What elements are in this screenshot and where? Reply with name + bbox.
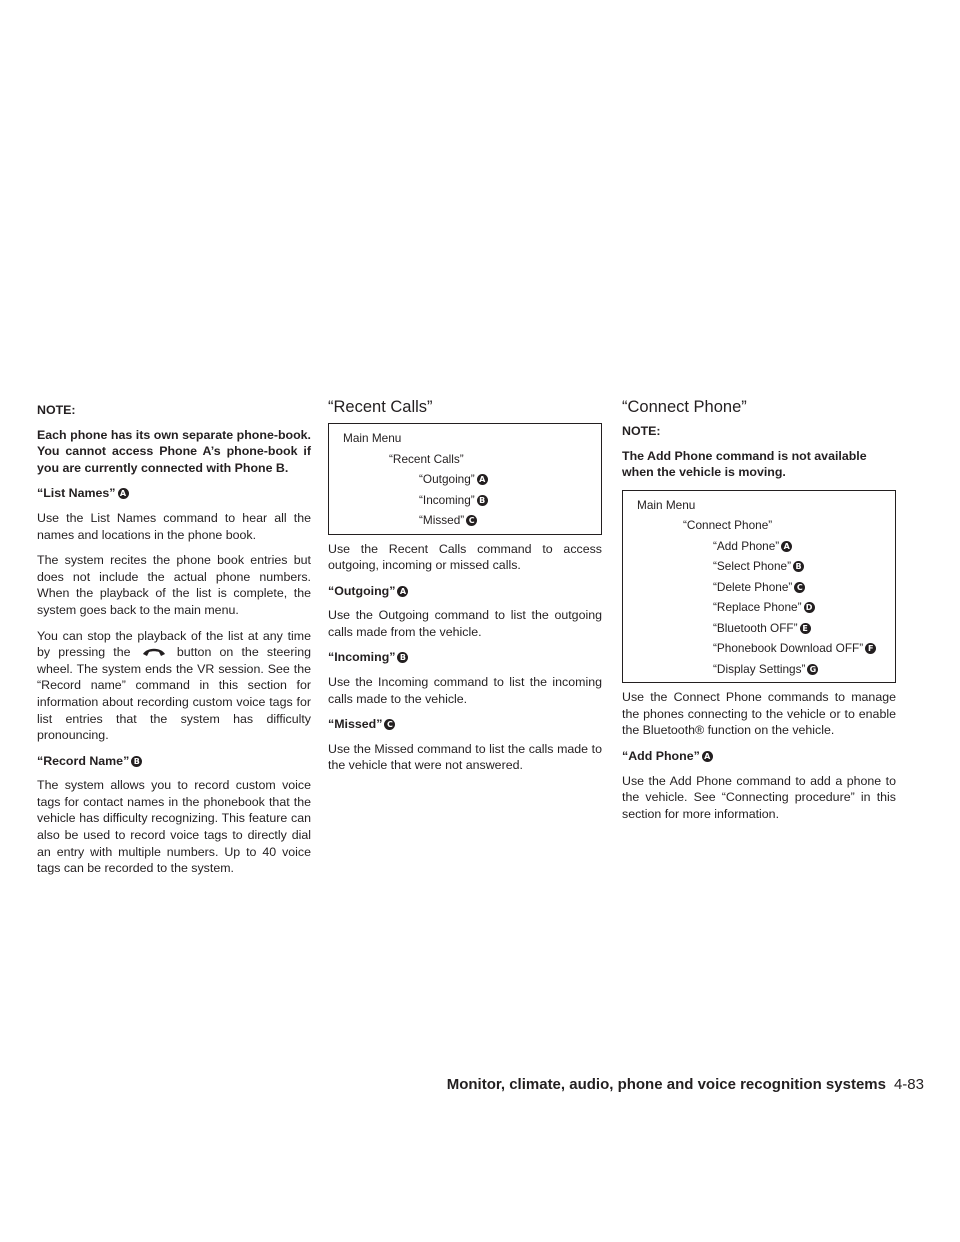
callout-letter: A bbox=[702, 751, 713, 762]
recent-calls-title: “Recent Calls” bbox=[328, 398, 433, 416]
outgoing-heading-text: “Outgoing” bbox=[328, 583, 396, 598]
record-name-heading-text: “Record Name” bbox=[37, 753, 130, 768]
menu-parent: “Connect Phone” bbox=[683, 518, 773, 533]
menu-item bbox=[637, 597, 883, 618]
menu-item-label: “Bluetooth OFF” bbox=[713, 620, 798, 635]
callout-letter: F bbox=[865, 643, 876, 654]
note-text: Each phone has its own separate phone-book. You cannot access Phone A’s phone-book if you are currently connected with Phone B. bbox=[37, 427, 311, 475]
callout-letter: G bbox=[807, 664, 818, 675]
callout-letter: B bbox=[477, 495, 488, 506]
menu-item bbox=[343, 490, 589, 511]
callout-letter: B bbox=[131, 756, 142, 767]
page-number: 4-83 bbox=[893, 1076, 924, 1093]
menu-item bbox=[637, 618, 883, 639]
menu-item bbox=[637, 536, 883, 557]
list-names-heading-text: “List Names” bbox=[37, 486, 116, 501]
record-name-paragraph: The system allows you to record custom voice tags for contact names in the phonebook that the vehicle has difficulty recognizing. This feature can also be used to record voice tags to directly dial an entry with multiple numbers. Up to 40 voice tags can be recorded to the system. bbox=[37, 778, 311, 876]
column-right bbox=[622, 398, 896, 831]
connect-phone-intro: Use the Connect Phone commands to manage the phones connecting to the vehicle or to enable the Bluetooth® function on the vehicle. bbox=[622, 690, 896, 738]
menu-item-label: “Outgoing” bbox=[419, 472, 475, 486]
callout-letter: A bbox=[477, 474, 488, 485]
add-phone-paragraph: Use the Add Phone command to add a phone to the vehicle. See “Connecting procedure” in this section for more information. bbox=[622, 773, 896, 821]
menu-item bbox=[637, 659, 883, 680]
incoming-heading bbox=[328, 649, 602, 666]
menu-item-label: “Replace Phone” bbox=[713, 600, 802, 615]
menu-parent: “Recent Calls” bbox=[389, 451, 464, 466]
menu-item-label: “Delete Phone” bbox=[713, 579, 793, 594]
add-phone-heading-text: “Add Phone” bbox=[622, 749, 700, 764]
connect-phone-title: “Connect Phone” bbox=[622, 398, 747, 416]
callout-letter: C bbox=[466, 515, 477, 526]
callout-letter: B bbox=[793, 561, 804, 572]
note-label: NOTE: bbox=[622, 424, 661, 438]
list-names-paragraph-1: Use the List Names command to hear all the names and locations in the phone book. bbox=[37, 510, 311, 542]
menu-item-label: “Display Settings” bbox=[713, 661, 806, 676]
menu-root: Main Menu bbox=[343, 431, 402, 445]
recent-calls-menu-box bbox=[328, 423, 602, 535]
page-footer bbox=[432, 1075, 924, 1095]
outgoing-paragraph: Use the Outgoing command to list the outgoing calls made from the vehicle. bbox=[328, 608, 602, 639]
menu-item bbox=[637, 638, 883, 659]
callout-letter: D bbox=[804, 602, 815, 613]
record-name-heading bbox=[37, 753, 311, 770]
menu-item-label: “Phonebook Download OFF” bbox=[713, 641, 864, 656]
list-names-paragraph-2: The system recites the phone book entries but does not include the actual phone numbers. When the playback of the list is complete, the system goes back to the main menu. bbox=[37, 553, 311, 617]
column-middle bbox=[328, 398, 602, 783]
callout-letter: A bbox=[397, 586, 408, 597]
callout-letter: E bbox=[800, 623, 811, 634]
missed-paragraph: Use the Missed command to list the calls made to the vehicle that were not answered. bbox=[328, 741, 602, 773]
menu-item-label: “Add Phone” bbox=[713, 538, 780, 553]
callout-letter: C bbox=[794, 582, 805, 593]
callout-letter: B bbox=[397, 652, 408, 663]
stop-text-before: You can stop the playback of the list at any time by pressing the bbox=[37, 628, 311, 660]
phone-hang-up-icon bbox=[141, 646, 167, 658]
menu-item bbox=[343, 510, 589, 531]
callout-letter: C bbox=[384, 719, 395, 730]
outgoing-heading bbox=[328, 583, 602, 600]
list-names-heading bbox=[37, 485, 311, 502]
menu-item-label: “Incoming” bbox=[419, 492, 475, 507]
menu-item-label: “Select Phone” bbox=[713, 559, 792, 574]
menu-item bbox=[343, 469, 589, 490]
stop-text-after: button on the steering wheel. The system ends the VR session. See the “Record name” command in this section for information about recording custom voice tags for list entries that the system has difficulty pronouncing. bbox=[37, 645, 311, 743]
connect-phone-menu-box bbox=[622, 490, 896, 684]
recent-calls-intro: Use the Recent Calls command to access outgoing, incoming or missed calls. bbox=[328, 541, 602, 573]
callout-letter: A bbox=[118, 488, 129, 499]
note-text: The Add Phone command is not available when the vehicle is moving. bbox=[622, 448, 867, 480]
callout-letter: A bbox=[781, 541, 792, 552]
incoming-paragraph: Use the Incoming command to list the incoming calls made to the vehicle. bbox=[328, 675, 602, 706]
missed-heading-text: “Missed” bbox=[328, 717, 383, 732]
incoming-heading-text: “Incoming” bbox=[328, 650, 396, 665]
stop-playback-paragraph bbox=[37, 628, 311, 744]
column-left bbox=[37, 402, 311, 886]
menu-item bbox=[637, 577, 883, 598]
menu-item-label: “Missed” bbox=[419, 513, 465, 527]
menu-root: Main Menu bbox=[637, 497, 696, 512]
missed-heading bbox=[328, 716, 602, 733]
note-label: NOTE: bbox=[37, 403, 76, 417]
footer-section-title: Monitor, climate, audio, phone and voice recognition systems bbox=[446, 1076, 886, 1093]
menu-item bbox=[637, 556, 883, 577]
add-phone-heading bbox=[622, 748, 896, 765]
